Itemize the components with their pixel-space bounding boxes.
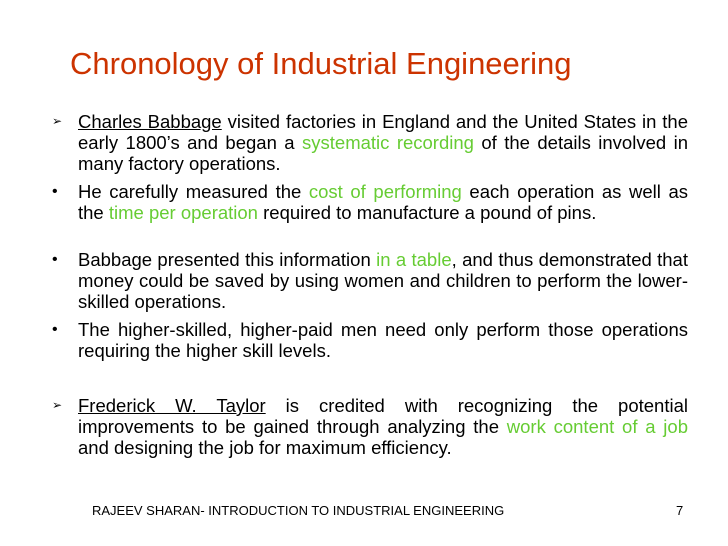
arrow-bullet-icon: ➢ [52,398,63,412]
bullet-segment: He carefully measured the [78,181,309,202]
bullet-higher-skilled [52,319,688,361]
bullet-segment: required to manufacture a pound of pins. [257,202,597,223]
bullet-cost-measurement [52,181,688,223]
dot-bullet-icon: • [52,251,58,268]
bullet-segment: each operation as well as the [78,181,688,223]
bullet-segment: Charles Babbage [78,111,222,132]
bullet-text [78,249,688,312]
page-number: 7 [676,503,684,518]
footer-text: RAJEEV SHARAN- INTRODUCTION TO INDUSTRIAL ENGINEERING [92,503,505,518]
bullet-segment: of the details involved in many factory operations. [78,132,688,174]
bullet-segment: is credited with recognizing the potential improvements to be gained through analyzing the [78,395,688,437]
dot-bullet-icon: • [52,183,58,200]
bullet-text [78,319,688,361]
bullet-segment: visited factories in England and the United States in the early 1800’s and began a [78,111,689,153]
bullet-segment: Babbage presented this information [78,249,377,270]
bullet-text [78,395,688,458]
bullet-segment: systematic recording [302,132,474,153]
bullet-text [78,111,688,174]
bullet-taylor [52,395,688,458]
dot-bullet-icon: • [52,321,58,338]
bullet-segment: and designing the job for maximum efficiency. [78,437,452,458]
bullet-segment: cost of performing [308,181,462,202]
arrow-bullet-icon: ➢ [52,114,63,128]
bullet-segment: time per operation [108,202,258,223]
slide-title: Chronology of Industrial Engineering [70,46,572,81]
bullet-text [78,181,688,223]
bullet-segment: , and thus demonstrated that money could be saved by using women and children to perform the lower-skilled operations. [78,249,688,312]
bullet-segment: Frederick W. Taylor [78,395,266,416]
bullet-table-presentation [52,249,688,312]
bullet-segment: The higher-skilled, higher-paid men need only perform those operations requiring the higher skill levels. [78,319,688,361]
bullet-segment: in a table [376,249,452,270]
bullet-babbage-visit [52,111,688,174]
bullet-segment: work content of a job [506,416,688,437]
